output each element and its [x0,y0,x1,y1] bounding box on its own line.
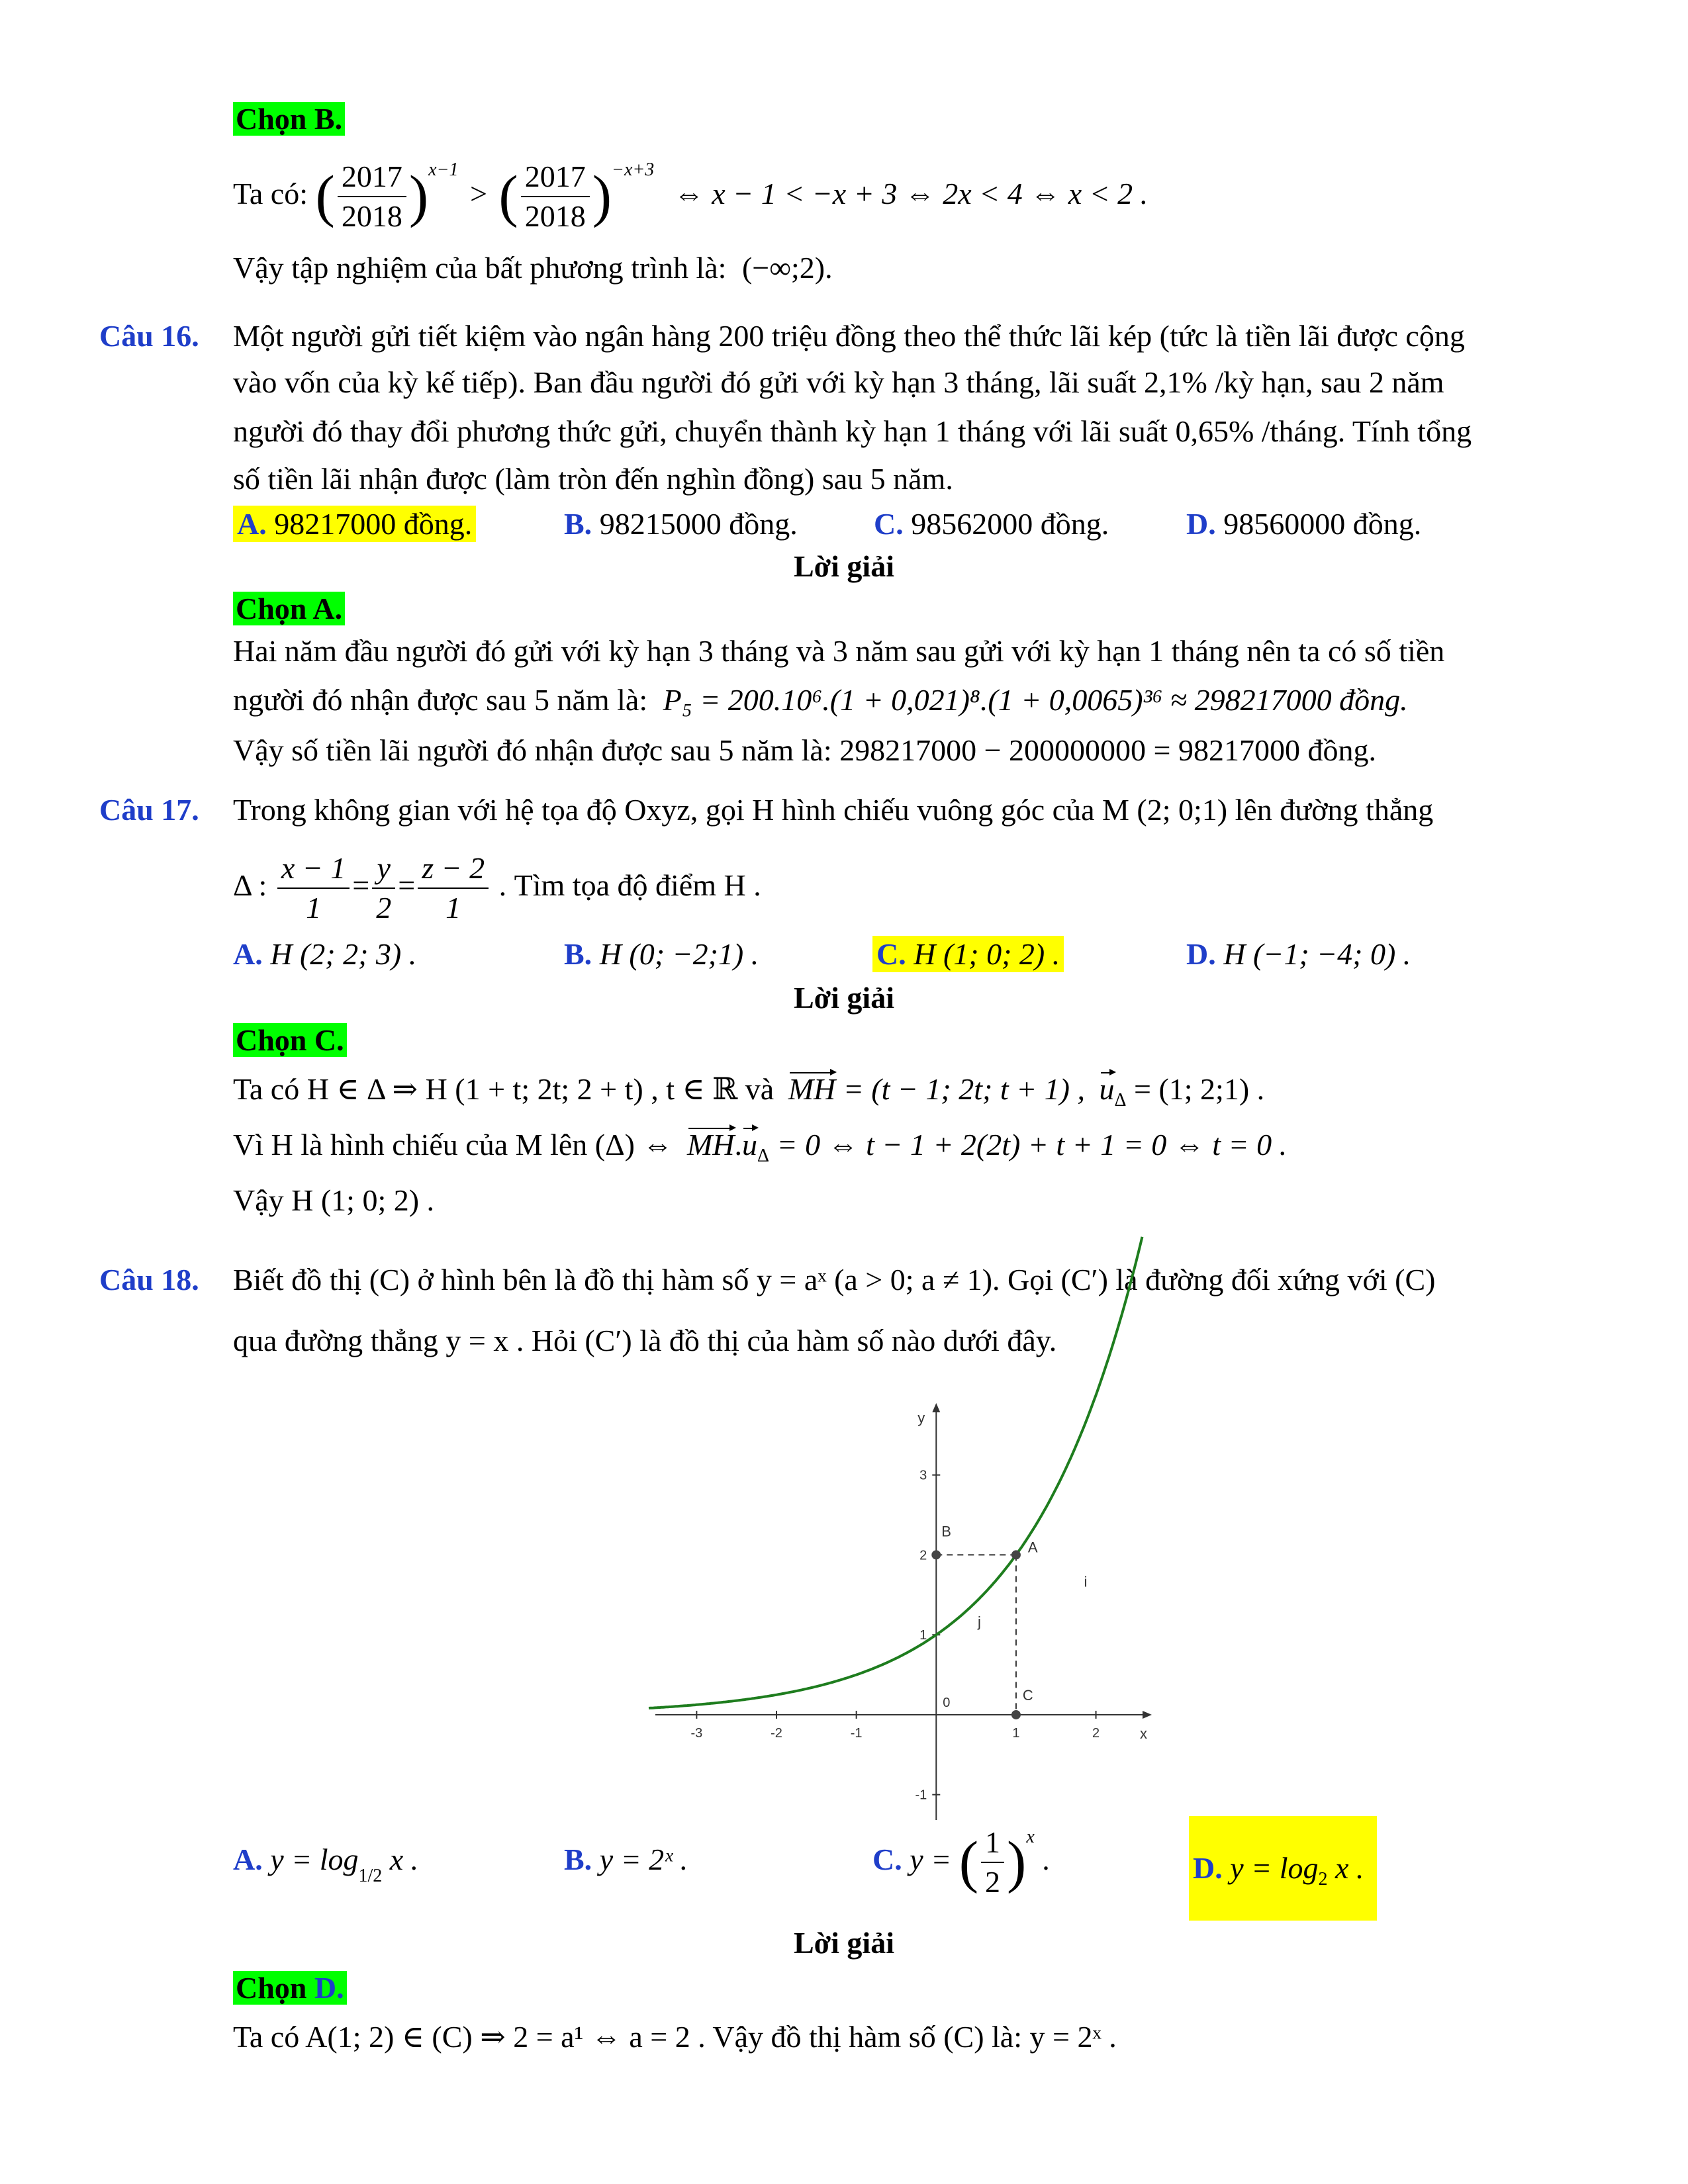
solution-interval: (−∞;2) [741,251,825,285]
vector-mh: MH [788,1069,836,1109]
curve-c [649,1237,1143,1708]
q16-solution-3: Vậy số tiền lãi người đó nhận được sau 5 năm là: 298217000 − 200000000 = 98217000 đồng. [233,733,1376,767]
x-tick-label: -2 [771,1725,782,1741]
vector-u: u [1100,1069,1115,1109]
q16-text-2: vào vốn của kỳ kế tiếp). Ban đầu người đó gửi với kỳ hạn 3 tháng, lãi suất 2,1% /kỳ hạn, sau 2 năm [233,365,1444,399]
exponential-graph [649,1403,1152,1827]
equivalence-chain: ⇔ x − 1 < −x + 3 ⇔ 2x < 4 ⇔ x < 2 . [673,177,1149,210]
fraction-right: $\frac{2017}{2018}$ [521,158,590,236]
exponent-right: −x+3 [612,159,655,180]
q16-text-3: người đó thay đổi phương thức gửi, chuyển thành kỳ hạn 1 tháng với lãi suất 0,65% /tháng. Tính tổng [233,414,1472,448]
q16-solution-1: Hai năm đầu người đó gửi với kỳ hạn 3 tháng và 3 năm sau gửi với kỳ hạn 1 tháng nên ta có số tiền [233,634,1445,668]
q16-option-d: D. 98560000 đồng. [1186,507,1422,541]
q18-option-b: B. y = 2ˣ . [564,1843,688,1876]
annotation-i: i [1084,1573,1088,1590]
x-axis-label: x [1140,1725,1147,1742]
exponent-left: x−1 [428,159,459,180]
point-label-b: B [941,1523,951,1540]
origin-label: 0 [943,1695,951,1710]
q17-frac-z: $\frac{z - 2}{1}$ [418,849,489,927]
question-17-label: Câu 17. [99,793,199,827]
graph-points [931,1523,1038,1719]
q18-option-a: A. $y = \log_{1/2} x$ . [233,1843,419,1886]
prev-answer-line [233,99,345,139]
q17-frac-x: $\frac{x - 1}{1}$ [277,849,350,927]
y-tick-label: -1 [915,1788,927,1803]
q16-solution-2: người đó nhận được sau 5 năm là: P₅ = 200.10⁶.(1 + 0,021)⁸.(1 + 0,0065)³⁶ ≈ 298217000 đồng. [233,683,1408,717]
q18-chosen: Chọn D. [233,1968,347,2008]
q17-line-equation: Δ : $\frac{x - 1}{1}$ = $\frac{y}{2}$ = $\frac{z - 2}{1}$ . Tìm tọa độ điểm H . [233,841,761,931]
ta-co-label: Ta có: [233,177,308,210]
q16-option-c: C. 98562000 đồng. [874,507,1109,541]
y-tick-label: 3 [919,1468,927,1483]
q16-text-4: số tiền lãi nhận được (làm tròn đến nghìn đồng) sau 5 năm. [233,462,953,496]
q17-option-b: B. H (0; −2;1) . [564,937,759,971]
y-tick-label: 1 [919,1628,927,1643]
y-axis [932,1403,940,1820]
q17-solution-2: Vì H là hình chiếu của M lên (Δ) ⇔ $MH.u_\Delta = 0$ ⇔ t − 1 + 2(2t) + t + 1 = 0 ⇔ t = 0 . [233,1125,1287,1176]
vector-u-2: u [742,1125,757,1165]
q17-option-a: A. H (2; 2; 3) . [233,937,417,971]
y-tick-label: 2 [919,1548,927,1563]
q16-solution-heading: Lời giải [794,549,894,583]
y-axis-label: y [917,1410,925,1426]
q16-option-b: B. 98215000 đồng. [564,507,798,541]
vector-mh-2: MH [687,1125,735,1165]
q16-option-a: A. 98217000 đồng. [233,504,476,544]
q18-solution: Ta có A(1; 2) ∈ (C) ⇒ 2 = a¹ ⇔ a = 2 . Vậy đồ thị hàm số (C) là: y = 2ˣ . [233,2020,1117,2054]
q18-solution-heading: Lời giải [794,1926,894,1960]
inequality-line: Ta có: ( $\frac{2017}{2018}$ )$^{x-1}$ > ( $\frac{2017}{2018}$ )$^{-x+3}$ ⇔ x − 1 < −x + 3 ⇔ 2x < 4 ⇔ x < 2 . [233,144,1148,244]
point-c [1011,1710,1021,1719]
fraction-left: $\frac{2017}{2018}$ [338,158,406,236]
q18-option-d: D. $y = \log_2 x$ . [1189,1816,1377,1921]
q17-solution-heading: Lời giải [794,981,894,1015]
q16-chosen: Chọn A. [233,589,345,629]
x-tick-label: -1 [850,1725,863,1741]
q17-frac-y: $\frac{y}{2}$ [372,849,395,927]
q17-option-c: C. H (1; 0; 2) . [872,934,1064,974]
question-16-label: Câu 16. [99,319,199,353]
chosen-answer-badge: Chọn B. [233,102,345,136]
point-b [931,1550,941,1559]
q17-solution-1: Ta có H ∈ Δ ⇒ H (1 + t; 2t; 2 + t) , t ∈ ℝ và MH = (t − 1; 2t; t + 1) , $u_\Delta = (1$; 2;1) . [233,1069,1264,1120]
point-a [1011,1550,1021,1559]
q16-text-1: Một người gửi tiết kiệm vào ngân hàng 200 triệu đồng theo thể thức lãi kép (tức là tiền lãi được cộng [233,319,1465,353]
q17-chosen: Chọn C. [233,1021,347,1060]
q17-solution-3: Vậy H (1; 0; 2) . [233,1183,435,1217]
q17-text-1: Trong không gian với hệ tọa độ Oxyz, gọi H hình chiếu vuông góc của M (2; 0;1) lên đường thẳng [233,793,1434,827]
solution-set-line: Vậy tập nghiệm của bất phương trình là: (−∞;2). [233,251,833,285]
question-18-label: Câu 18. [99,1263,199,1297]
point-label-c: C [1022,1686,1033,1704]
q18-text-2: qua đường thẳng y = x . Hỏi (C′) là đồ thị của hàm số nào dưới đây. [233,1324,1057,1357]
q18-text-1: Biết đồ thị (C) ở hình bên là đồ thị hàm số y = aˣ (a > 0; a ≠ 1). Gọi (C′) là đường đối xứng với (C) [233,1263,1436,1297]
point-label-a: A [1027,1539,1038,1556]
q17-option-d: D. H (−1; −4; 0) . [1186,937,1411,971]
greater-than: > [469,177,487,210]
x-tick-label: -3 [690,1725,703,1741]
x-axis [655,1711,1152,1719]
q18-option-c: C. y = ( $\frac{1}{2}$ )$^x$ . [872,1813,1050,1906]
x-tick-label: 1 [1012,1725,1020,1741]
x-tick-label: 2 [1092,1725,1100,1741]
q16-compound-formula: P₅ = 200.10⁶.(1 + 0,021)⁸.(1 + 0,0065)³⁶ ≈ 298217000 đồng. [663,683,1408,717]
annotation-j: j [978,1614,981,1631]
